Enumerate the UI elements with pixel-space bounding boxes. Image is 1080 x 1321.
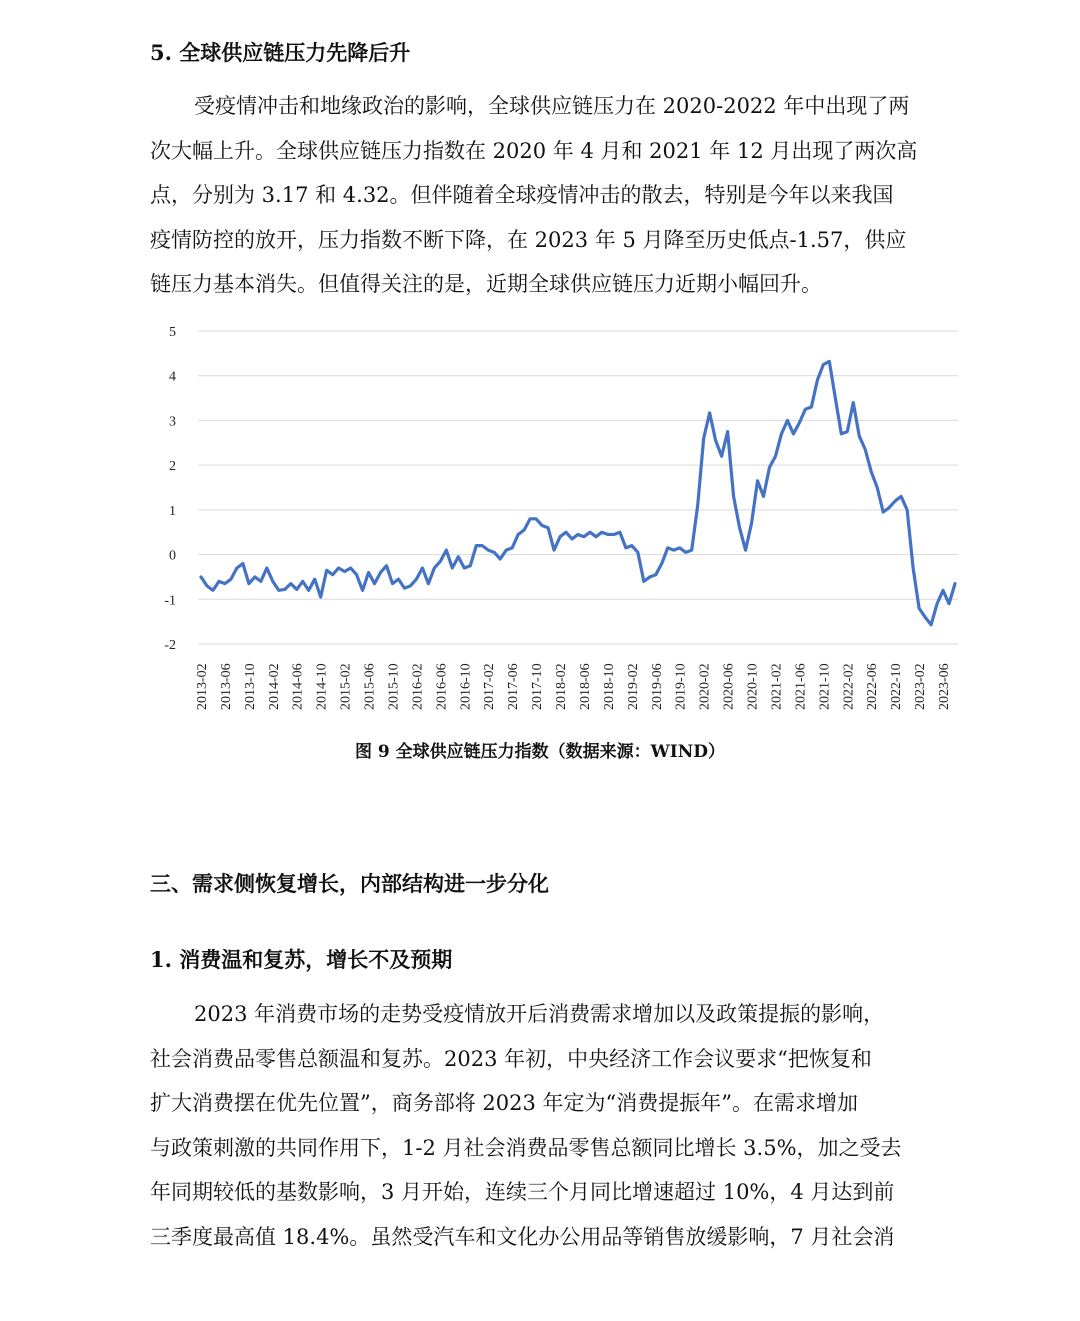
text-line: 受疫情冲击和地缘政治的影响，全球供应链压力在 2020-2022 年中出现了两 (194, 94, 910, 118)
text-line: 与政策刺激的共同作用下，1-2 月社会消费品零售总额同比增长 3.5%，加之受去 (150, 1135, 902, 1160)
x-tick-label: 2015-06 (362, 663, 378, 710)
section-heading: 三、需求侧恢复增长，内部结构进一步分化 (150, 871, 549, 896)
text-line: 链压力基本消失。但值得关注的是，近期全球供应链压力近期小幅回升。 (150, 272, 822, 296)
x-tick-label: 2013-10 (242, 663, 258, 710)
y-tick-label: 4 (169, 369, 176, 385)
x-tick-label: 2014-06 (290, 663, 306, 710)
x-tick-label: 2020-02 (697, 663, 713, 710)
supply-chain-pressure-chart (150, 318, 970, 733)
x-tick-label: 2021-06 (793, 663, 809, 710)
section-heading: 5. 全球供应链压力先降后升 (150, 40, 411, 65)
x-tick-label: 2019-02 (625, 663, 641, 710)
x-tick-label: 2014-10 (314, 663, 330, 710)
x-tick-label: 2021-10 (817, 663, 833, 710)
x-tick-label: 2020-10 (745, 663, 761, 710)
x-tick-label: 2018-02 (554, 663, 570, 710)
x-tick-label: 2023-02 (913, 663, 929, 710)
x-tick-label: 2017-10 (530, 663, 546, 710)
x-tick-label: 2013-06 (218, 663, 234, 710)
y-tick-label: 0 (169, 548, 176, 564)
text-line: 社会消费品零售总额温和复苏。2023 年初，中央经济工作会议要求“把恢复和 (150, 1046, 872, 1071)
series-line (201, 361, 955, 624)
text-line: 扩大消费摆在优先位置”，商务部将 2023 年定为“消费提振年”。在需求增加 (150, 1091, 858, 1115)
x-tick-label: 2016-06 (434, 663, 450, 710)
x-tick-label: 2016-02 (410, 663, 426, 710)
x-axis-ticks (195, 663, 952, 710)
x-tick-label: 2021-02 (769, 663, 785, 710)
x-tick-label: 2023-06 (937, 663, 953, 710)
y-tick-label: 2 (169, 459, 176, 475)
chart-grid (198, 331, 958, 644)
x-tick-label: 2022-06 (865, 663, 881, 710)
y-tick-label: 3 (169, 414, 176, 430)
x-tick-label: 2020-06 (721, 663, 737, 710)
text-line: 2023 年消费市场的走势受疫情放开后消费需求增加以及政策提振的影响， (194, 1002, 885, 1026)
y-axis-ticks (164, 325, 176, 653)
text-line: 三季度最高值 18.4%。虽然受汽车和文化办公用品等销售放缓影响，7 月社会消 (150, 1224, 895, 1249)
x-tick-label: 2016-10 (458, 663, 474, 710)
x-tick-label: 2019-06 (649, 663, 665, 710)
x-tick-label: 2017-02 (482, 663, 498, 710)
x-tick-label: 2013-02 (194, 663, 210, 710)
y-tick-label: 1 (169, 503, 176, 519)
x-tick-label: 2015-10 (386, 663, 402, 710)
text-line: 疫情防控的放开，压力指数不断下降，在 2023 年 5 月降至历史低点-1.57，供应 (150, 227, 907, 252)
text-line: 年同期较低的基数影响，3 月开始，连续三个月同比增速超过 10%，4 月达到前 (150, 1180, 895, 1204)
paragraph-supply-chain (150, 84, 946, 307)
x-tick-label: 2014-02 (266, 663, 282, 710)
x-tick-label: 2018-10 (601, 663, 617, 710)
y-tick-label: 5 (169, 325, 176, 340)
x-tick-label: 2017-06 (506, 663, 522, 710)
x-tick-label: 2015-02 (338, 663, 354, 710)
y-tick-label: -2 (164, 638, 176, 653)
paragraph-consumption (150, 992, 946, 1259)
y-tick-label: -1 (164, 593, 176, 609)
subsection-heading: 1. 消费温和复苏，增长不及预期 (150, 947, 453, 972)
x-tick-label: 2022-02 (841, 663, 857, 710)
text-line: 点，分别为 3.17 和 4.32。但伴随着全球疫情冲击的散去，特别是今年以来我国 (150, 183, 894, 207)
x-tick-label: 2018-06 (577, 663, 593, 710)
chart-caption: 图 9 全球供应链压力指数（数据来源：WIND） (355, 742, 725, 762)
text-line: 次大幅上升。全球供应链压力指数在 2020 年 4 月和 2021 年 12 月出现了两次高 (150, 138, 918, 163)
x-tick-label: 2022-10 (889, 663, 905, 710)
x-tick-label: 2019-10 (673, 663, 689, 710)
